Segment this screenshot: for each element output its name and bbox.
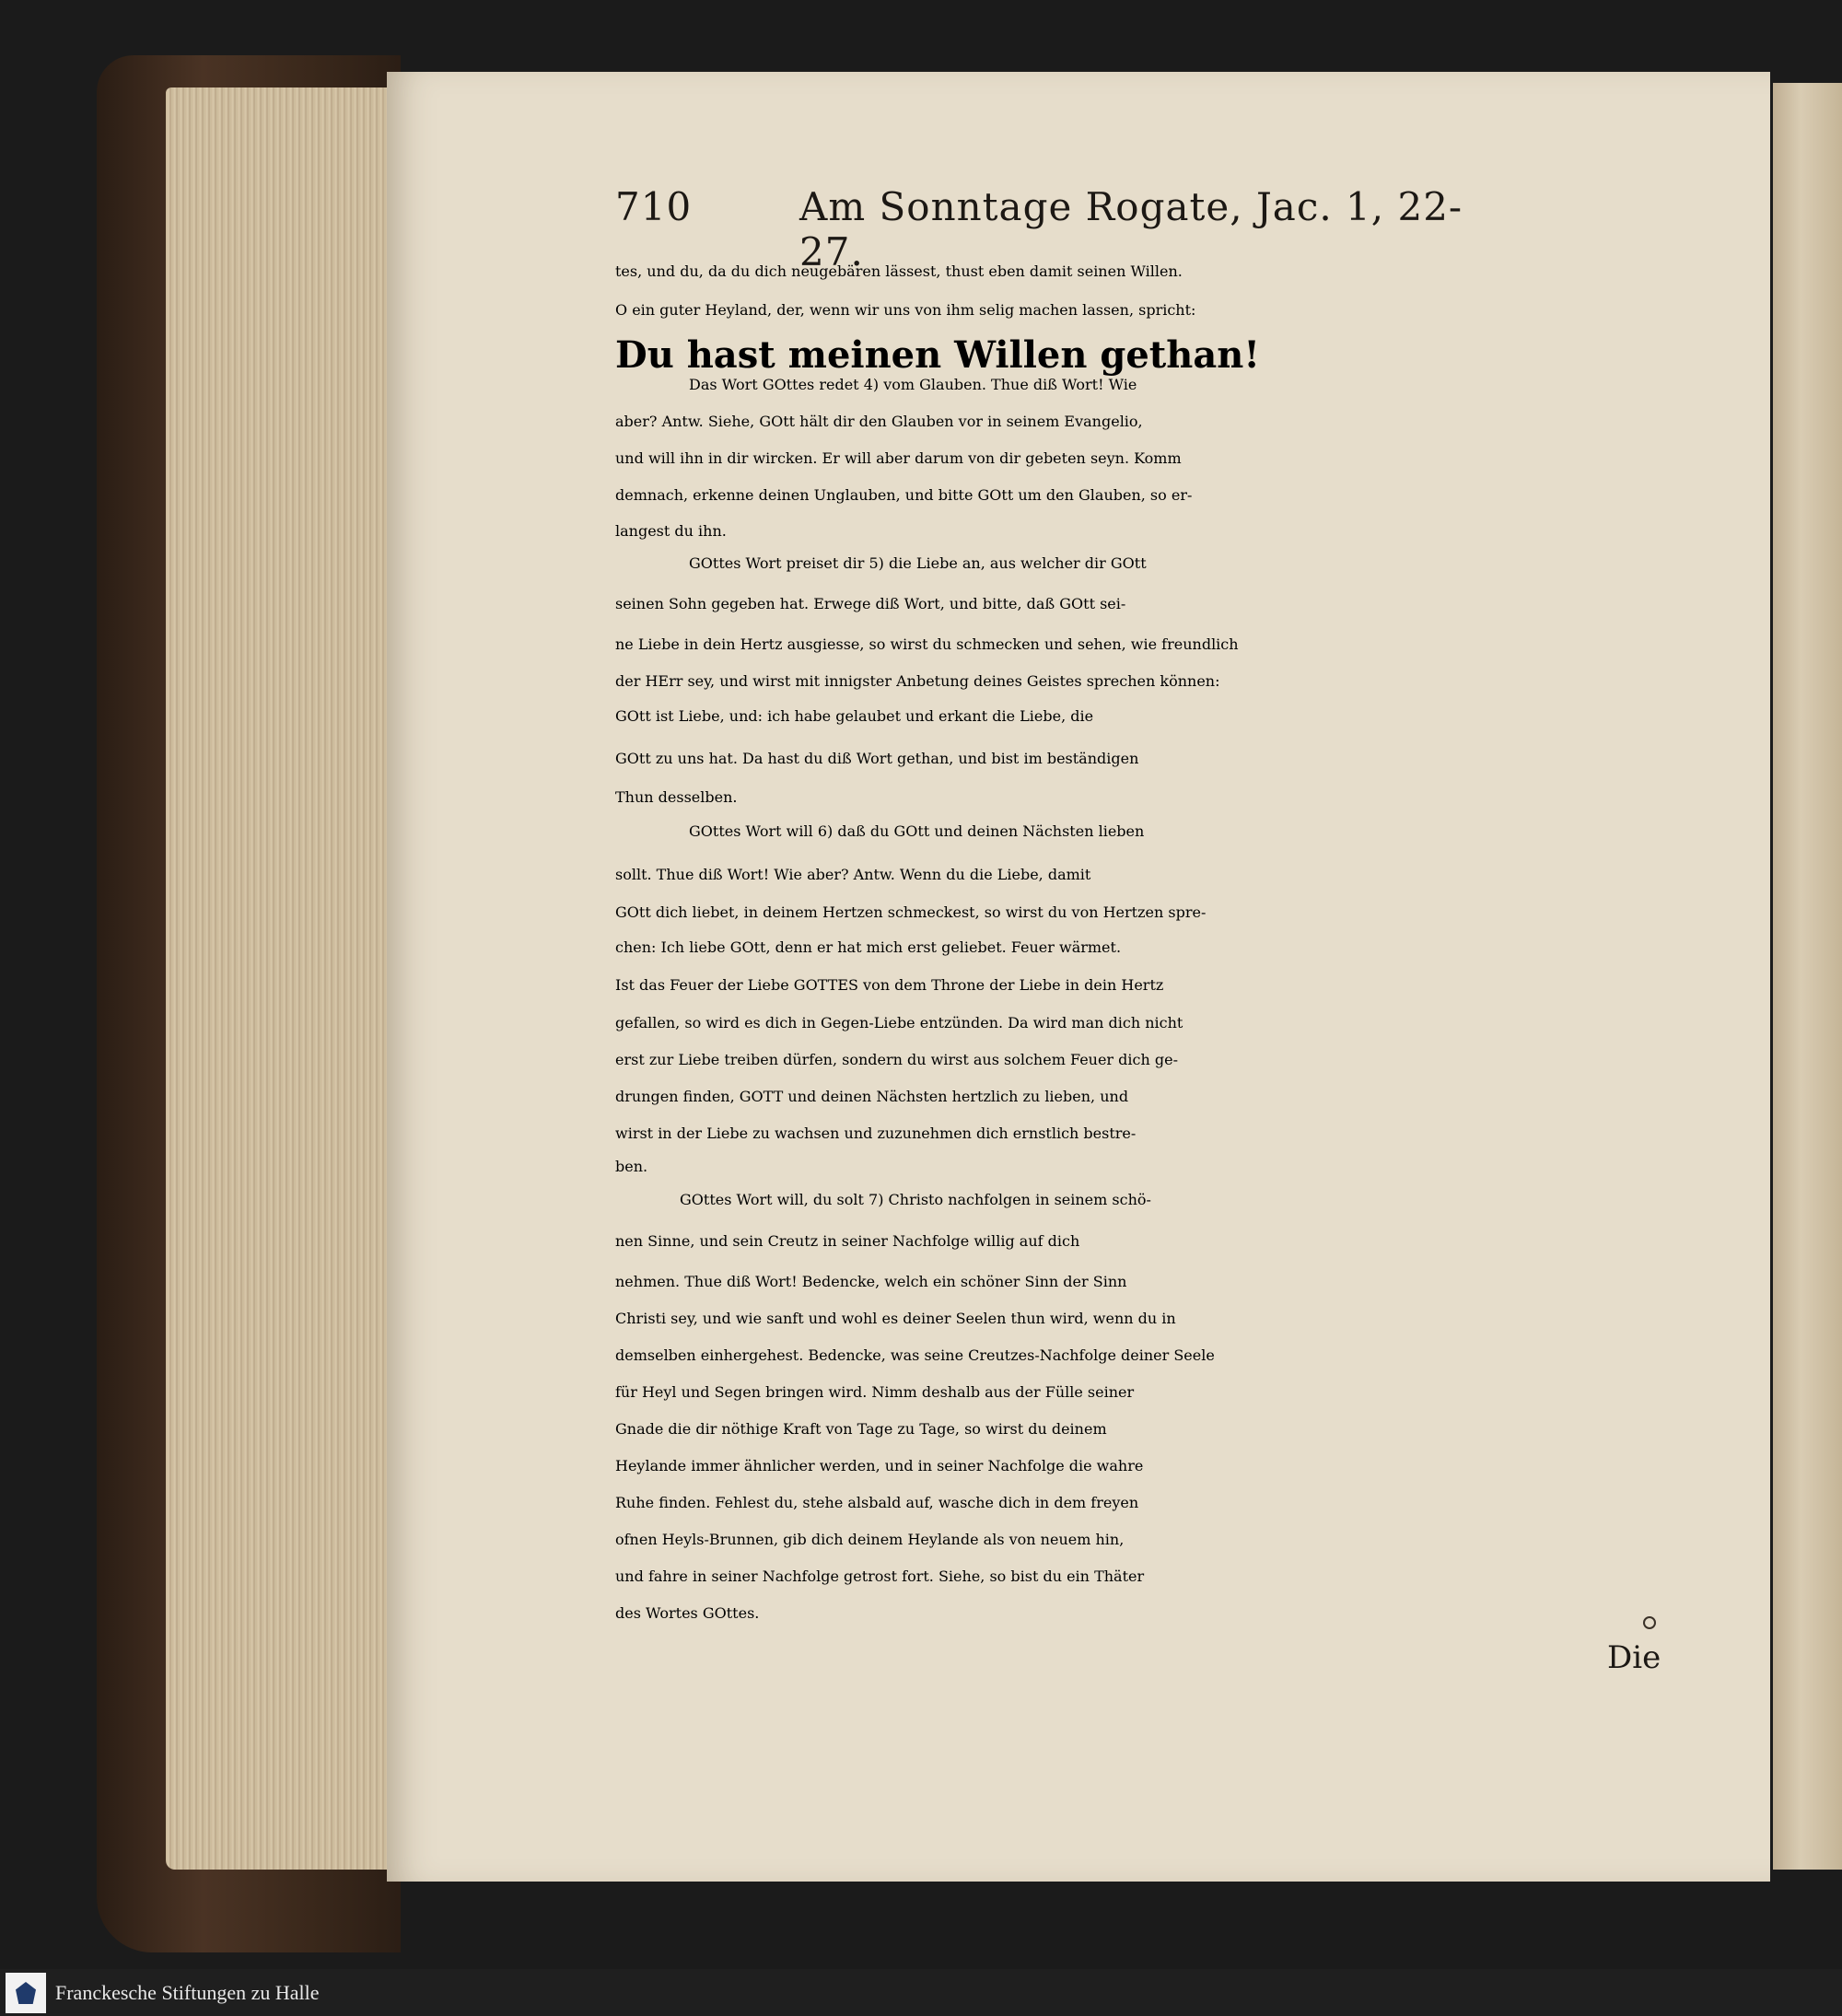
institution-name: Franckesche Stiftungen zu Halle <box>55 1981 320 2004</box>
text-line: nen Sinne, und sein Creutz in seiner Nachfolge willig auf dich <box>615 1232 1080 1250</box>
text-line: GOttes Wort will 6) daß du GOtt und deinen Nächsten lieben <box>689 822 1145 840</box>
catchword: Die <box>1607 1639 1661 1676</box>
text-line: tes, und du, da du dich neugebären lässest, thust eben damit seinen Willen. <box>615 262 1183 280</box>
text-line: Das Wort GOttes redet 4) vom Glauben. Thue diß Wort! Wie <box>689 376 1137 393</box>
page-number: 710 <box>615 184 693 229</box>
text-line: ben. <box>615 1158 648 1175</box>
text-line: O ein guter Heyland, der, wenn wir uns von ihm selig machen lassen, spricht: <box>615 301 1196 319</box>
text-line: demselben einhergehest. Bedencke, was seine Creutzes-Nachfolge deiner Seele <box>615 1346 1215 1364</box>
text-line: demnach, erkenne deinen Unglauben, und bitte GOtt um den Glauben, so er- <box>615 486 1193 504</box>
text-line: Ruhe finden. Fehlest du, stehe alsbald auf, wasche dich in dem freyen <box>615 1494 1139 1511</box>
signature-mark <box>1643 1616 1656 1629</box>
text-line: GOttes Wort will, du solt 7) Christo nachfolgen in seinem schö- <box>680 1191 1151 1208</box>
text-line: GOtt dich liebet, in deinem Hertzen schmeckest, so wirst du von Hertzen spre- <box>615 903 1207 921</box>
text-line: Thun desselben. <box>615 788 738 806</box>
text-line: Ist das Feuer der Liebe GOTTES von dem Throne der Liebe in dein Hertz <box>615 976 1164 994</box>
text-line: und fahre in seiner Nachfolge getrost fort. Siehe, so bist du ein Thäter <box>615 1567 1145 1585</box>
text-line: Du hast meinen Willen gethan! <box>615 333 1260 377</box>
text-line: aber? Antw. Siehe, GOtt hält dir den Glauben vor in seinem Evangelio, <box>615 413 1143 430</box>
text-line: drungen finden, GOTT und deinen Nächsten hertzlich zu lieben, und <box>615 1088 1129 1105</box>
next-page-edge <box>1773 83 1842 1870</box>
text-line: und will ihn in dir wircken. Er will aber darum von dir gebeten seyn. Komm <box>615 449 1182 467</box>
text-line: sollt. Thue diß Wort! Wie aber? Antw. Wenn du die Liebe, damit <box>615 866 1091 883</box>
text-line: Christi sey, und wie sanft und wohl es deiner Seelen thun wird, wenn du in <box>615 1310 1176 1327</box>
page-block-edges <box>166 87 391 1870</box>
text-line: Gnade die dir nöthige Kraft von Tage zu Tage, so wirst du deinem <box>615 1420 1107 1438</box>
text-line: ofnen Heyls-Brunnen, gib dich deinem Heylande als von neuem hin, <box>615 1531 1125 1548</box>
text-line: erst zur Liebe treiben dürfen, sondern du wirst aus solchem Feuer dich ge- <box>615 1051 1178 1068</box>
text-line: GOttes Wort preiset dir 5) die Liebe an, aus welcher dir GOtt <box>689 554 1147 572</box>
text-line: nehmen. Thue diß Wort! Bedencke, welch ein schöner Sinn der Sinn <box>615 1273 1127 1290</box>
text-line: GOtt zu uns hat. Da hast du diß Wort gethan, und bist im beständigen <box>615 750 1139 767</box>
text-line: seinen Sohn gegeben hat. Erwege diß Wort, und bitte, daß GOtt sei- <box>615 595 1126 612</box>
francke-foundation-logo-icon[interactable] <box>6 1973 46 2013</box>
text-line: langest du ihn. <box>615 522 727 540</box>
text-line: für Heyl und Segen bringen wird. Nimm deshalb aus der Fülle seiner <box>615 1383 1135 1401</box>
text-line: chen: Ich liebe GOtt, denn er hat mich erst geliebet. Feuer wärmet. <box>615 938 1122 956</box>
text-line: Heylande immer ähnlicher werden, und in seiner Nachfolge die wahre <box>615 1457 1144 1474</box>
text-line: der HErr sey, und wirst mit innigster Anbetung deines Geistes sprechen können: <box>615 672 1220 690</box>
text-line: des Wortes GOttes. <box>615 1604 760 1622</box>
text-line: ne Liebe in dein Hertz ausgiesse, so wirst du schmecken und sehen, wie freundlich <box>615 635 1239 653</box>
text-line: gefallen, so wird es dich in Gegen-Liebe entzünden. Da wird man dich nicht <box>615 1014 1183 1031</box>
text-line: GOtt ist Liebe, und: ich habe gelaubet und erkant die Liebe, die <box>615 707 1094 725</box>
footer-bar <box>0 1969 1842 2016</box>
text-line: wirst in der Liebe zu wachsen und zuzunehmen dich ernstlich bestre- <box>615 1125 1137 1142</box>
running-title: Am Sonntage Rogate, Jac. 1, 22-27. <box>799 184 1463 274</box>
